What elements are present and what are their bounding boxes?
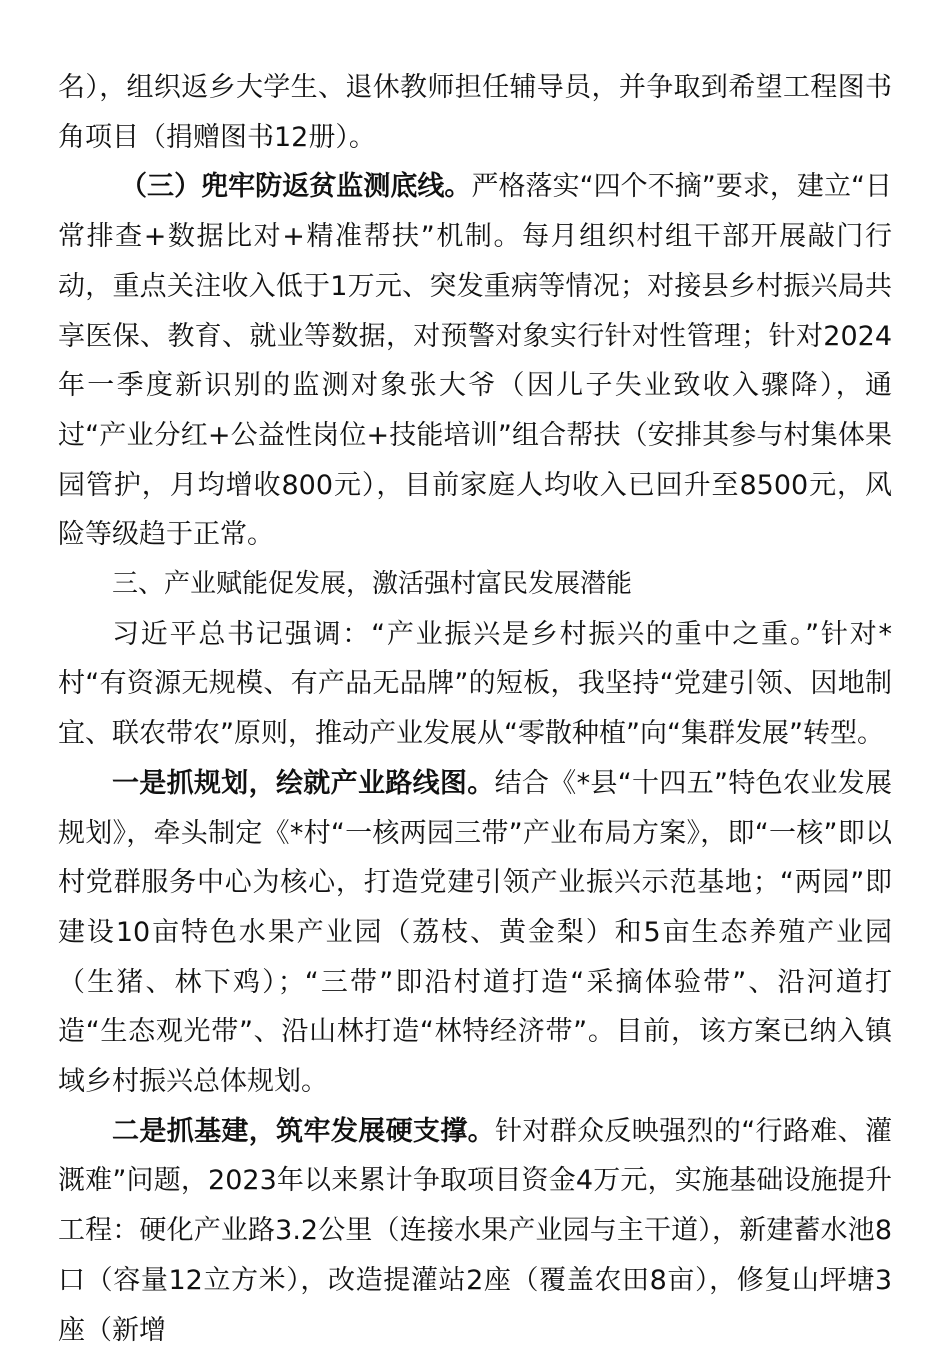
point-heading-bold: 一是抓规划，绘就产业路线图。 bbox=[112, 767, 495, 799]
paragraph-text: 针对群众反映强烈的“行路难、灌溉难”问题，2023年以来累计争取项目资金4万元，实施基础设施提升工程：硬化产业路3.2公里（连接水果产业园与主干道），新建蓄水池8口（容量12立方米），改造提灌站2座（覆盖农田8亩），修复山坪塘3座（新增 bbox=[58, 1115, 892, 1346]
paragraph-quote bbox=[58, 610, 892, 759]
paragraph-text: 习近平总书记强调：“产业振兴是乡村振兴的重中之重。”针对*村“有资源无规模、有产品无品牌”的短板，我坚持“党建引领、因地制宜、联农带农”原则，推动产业发展从“零散种植”向“集群发展”转型。 bbox=[58, 618, 892, 750]
section-heading-bold: （三）兜牢防返贫监测底线。 bbox=[120, 171, 472, 203]
paragraph-text: 名），组织返乡大学生、退休教师担任辅导员，并争取到希望工程图书角项目（捐赠图书12册）。 bbox=[58, 72, 892, 153]
paragraph-text: 结合《*县“十四五”特色农业发展规划》，牵头制定《*村“一核两园三带”产业布局方案》，即“一核”即以村党群服务中心为核心，打造党建引领产业振兴示范基地；“两园”即建设10亩特色水果产业园（荔枝、黄金梨）和5亩生态养殖产业园（生猪、林下鸡）；“三带”即沿村道打造“采摘体验带”、沿河道打造“生态观光带”、沿山林打造“林特经济带”。目前，该方案已纳入镇域乡村振兴总体规划。 bbox=[58, 767, 892, 1098]
paragraph-infrastructure bbox=[58, 1107, 892, 1355]
paragraph-section-three bbox=[58, 162, 892, 560]
paragraph-planning bbox=[58, 759, 892, 1107]
chapter-heading bbox=[58, 560, 892, 610]
point-heading-bold: 二是抓基建，筑牢发展硬支撑。 bbox=[112, 1115, 495, 1147]
paragraph-text: 严格落实“四个不摘”要求，建立“日常排查+数据比对+精准帮扶”机制。每月组织村组干部开展敲门行动，重点关注收入低于1万元、突发重病等情况；对接县乡村振兴局共享医保、教育、就业等数据，对预警对象实行针对性管理；针对2024年一季度新识别的监测对象张大爷（因儿子失业致收入骤降），通过“产业分红+公益性岗位+技能培训”组合帮扶（安排其参与村集体果园管护，月均增收800元），目前家庭人均收入已回升至8500元，风险等级趋于正常。 bbox=[58, 171, 893, 551]
paragraph-continued bbox=[58, 63, 892, 162]
chapter-heading-text: 三、产业赋能促发展，激活强村富民发展潜能 bbox=[112, 569, 633, 600]
